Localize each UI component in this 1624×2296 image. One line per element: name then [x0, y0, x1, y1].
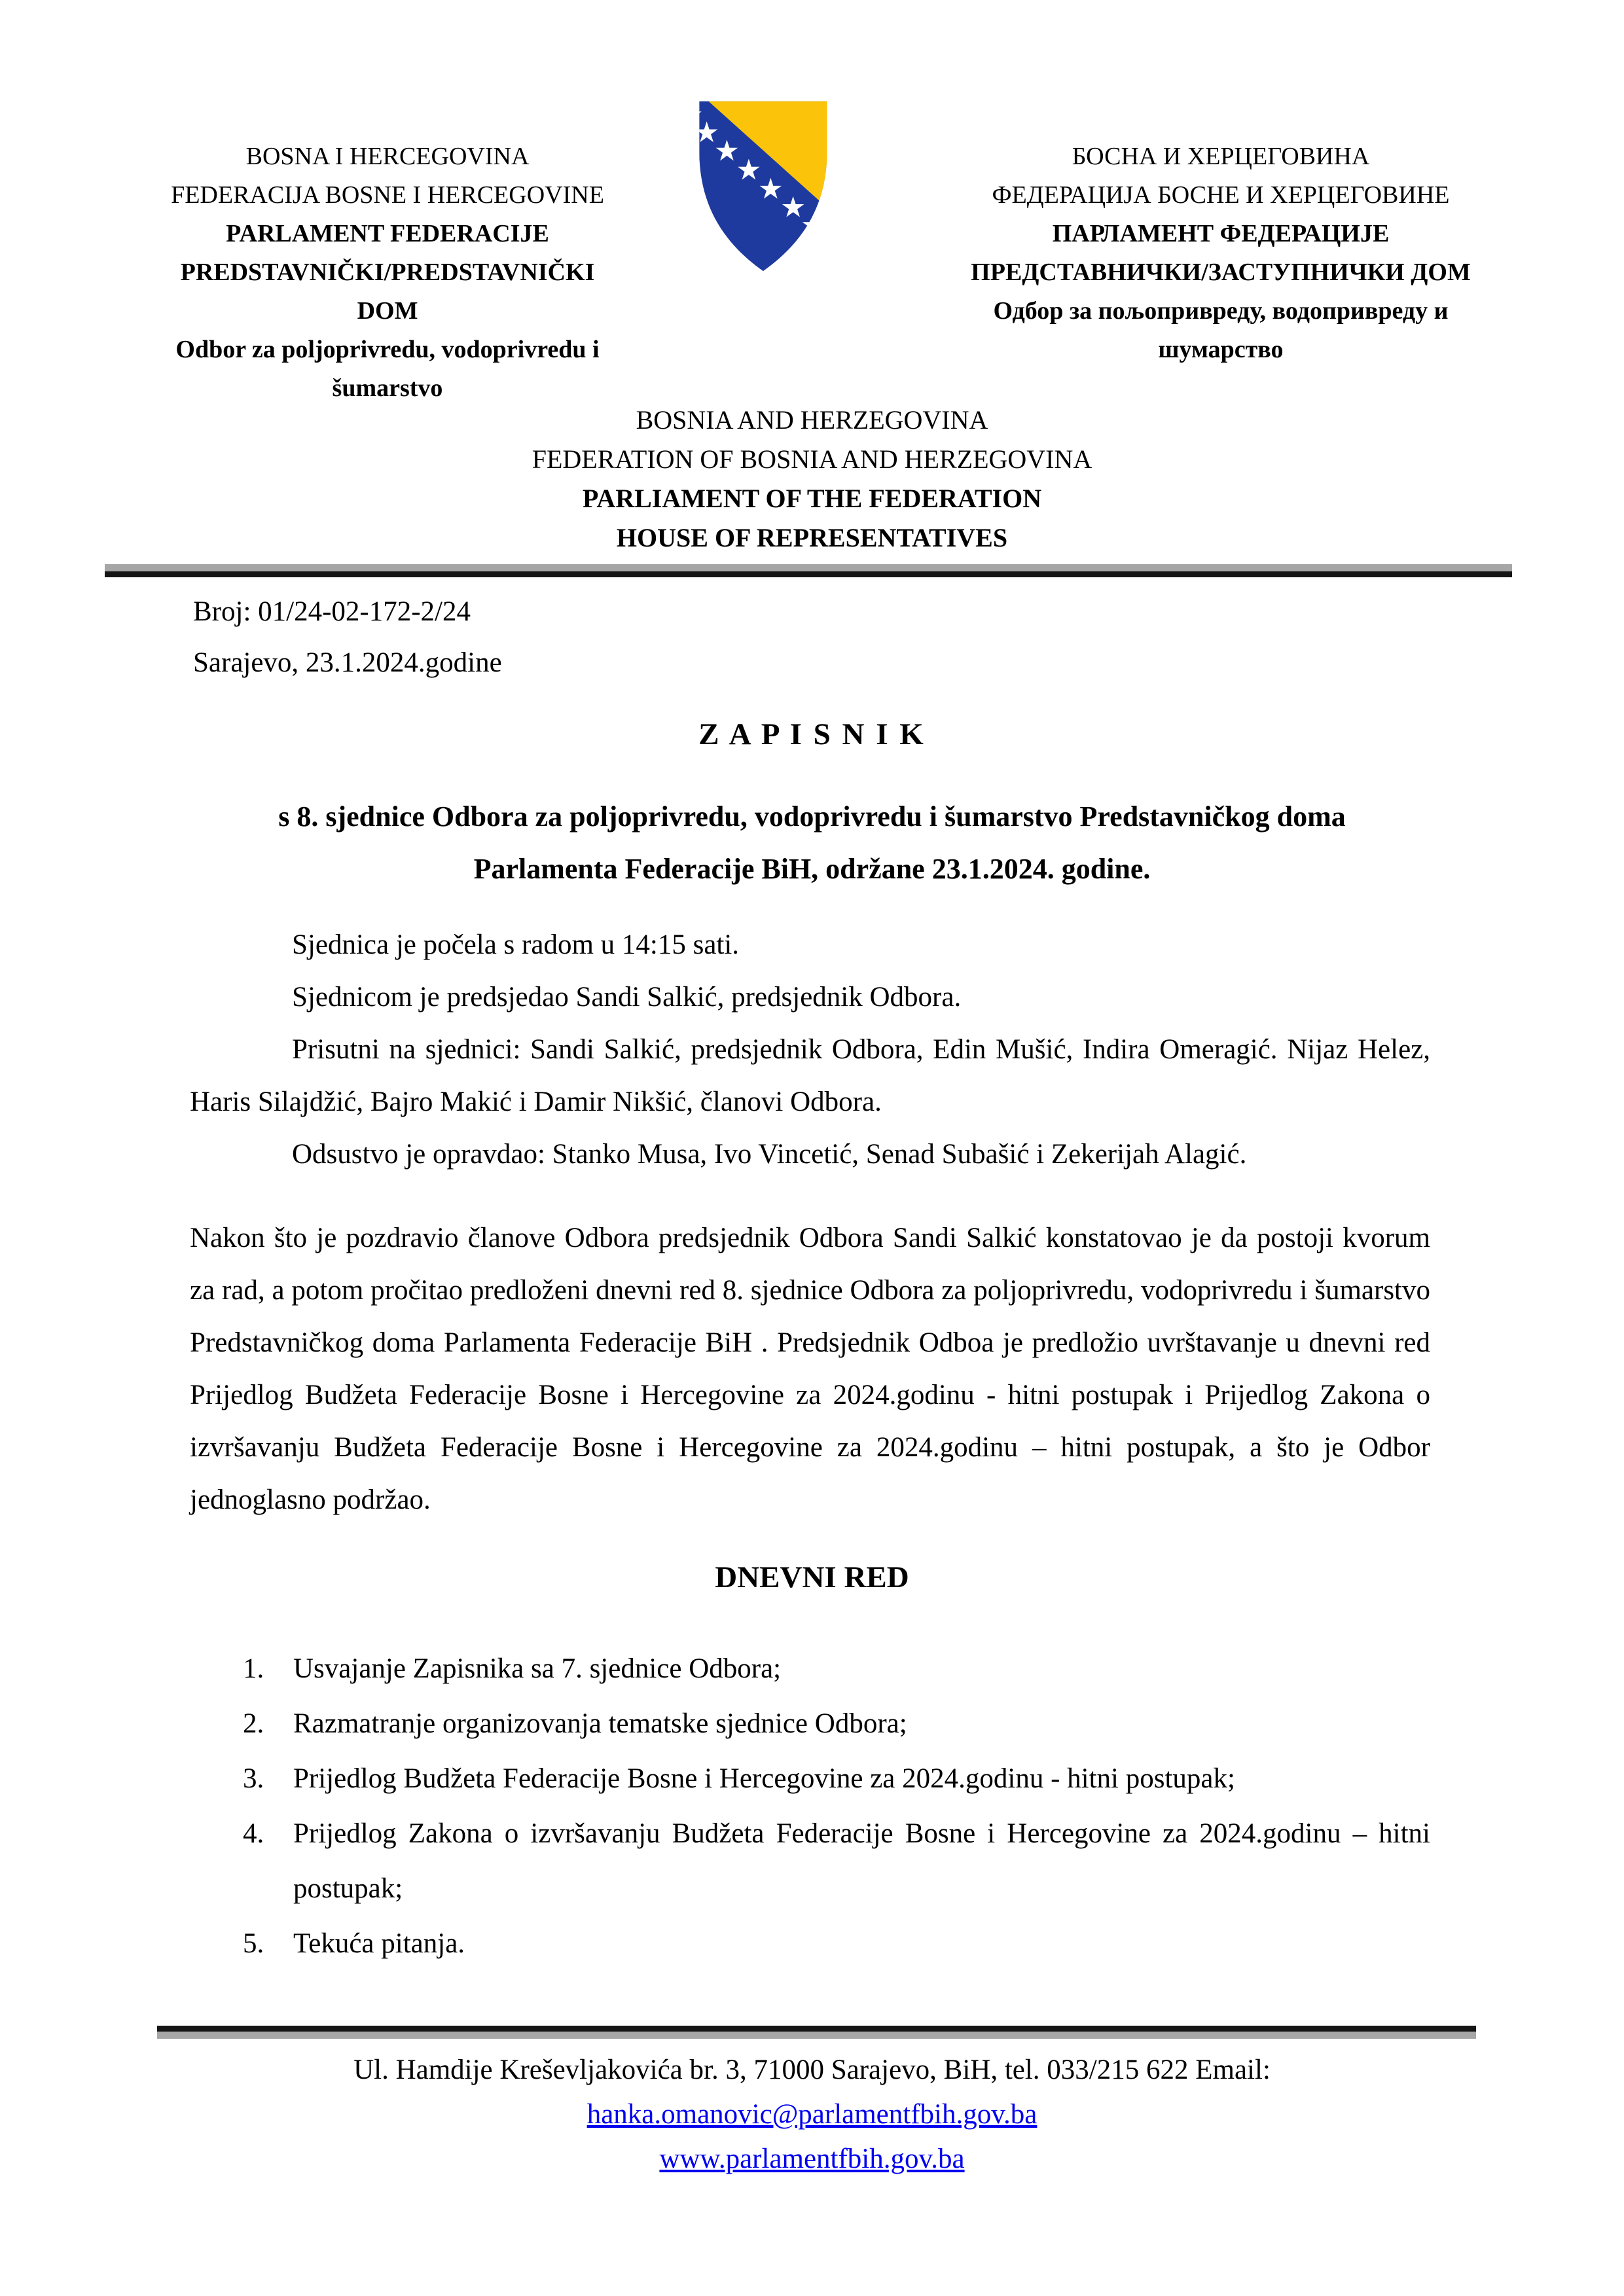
footer-website-link[interactable]: [0, 2137, 1624, 2181]
minutes-paragraph: Odsustvo je opravdao: Stanko Musa, Ivo Vincetić, Senad Subašić i Zekerijah Alagić.: [292, 1139, 1247, 1170]
minutes-paragraph: Sjednicom je predsjedao Sandi Salkić, predsjednik Odbora.: [292, 982, 962, 1013]
minutes-paragraph: Nakon što je pozdravio članove Odbora predsjednik Odbora Sandi Salkić konstatovao je da postoji kvorum za rad, a potom pročitao predloženi dnevni red 8. sjednice Odbora za poljoprivredu, vodoprivredu i šumarstvo Predstavničkog doma Parlamenta Federacije BiH . Predsjednik Odboa je predložio uvrštavanje u dnevni red Prijedlog Budžeta Federacije Bosne i Hercegovine za 2024.godinu - hitni postupak i Prijedlog Zakona o izvršavanju Budžeta Federacije Bosne i Hercegovine za 2024.godinu – hitni postupak, a što je Odbor jednoglasno podržao.: [190, 1223, 1430, 1515]
bih-coat-of-arms-logo: [676, 94, 849, 278]
agenda-item-number: 3.: [243, 1763, 264, 1794]
org-name-line-cyrillic: БОСНА И ХЕРЦЕГОВИНА: [1072, 143, 1370, 170]
org-name-line: PARLAMENT FEDERACIJE: [226, 220, 549, 247]
committee-name-line: Odbor za poljoprivredu, vodoprivredu i: [175, 336, 600, 363]
committee-name-line-cyrillic: шумарство: [1158, 336, 1284, 363]
document-number: Broj: 01/24-02-172-2/24: [193, 596, 471, 627]
agenda-item-number: 2.: [243, 1708, 264, 1739]
org-name-line-cyrillic: ПАРЛАМЕНТ ФЕДЕРАЦИЈЕ: [1052, 220, 1390, 247]
document-meta: [193, 586, 1430, 689]
header-rule: [105, 564, 1512, 577]
agenda-item: [243, 1916, 1430, 1971]
letterhead-english: [0, 401, 1624, 558]
committee-name-line-cyrillic: Одбор за пољопривреду, водопривреду и: [993, 297, 1449, 325]
org-name-line: DOM: [357, 297, 418, 325]
org-name-line-en: PARLIAMENT OF THE FEDERATION: [582, 484, 1042, 513]
org-name-line-en: HOUSE OF REPRESENTATIVES: [616, 523, 1008, 552]
footer-website-anchor[interactable]: www.parlamentfbih.gov.ba: [659, 2144, 965, 2174]
footer-email-link[interactable]: [0, 2092, 1624, 2137]
agenda-list: [243, 1641, 1430, 1971]
agenda-item-number: 1.: [243, 1653, 264, 1684]
letterhead-right: [929, 137, 1512, 369]
minutes-intro-block: [190, 919, 1430, 1181]
agenda-item-number: 4.: [243, 1818, 264, 1849]
agenda-item-text: Usvajanje Zapisnika sa 7. sjednice Odbora;: [293, 1653, 782, 1684]
agenda-item-text: Tekuća pitanja.: [293, 1928, 465, 1959]
org-name-line-en: BOSNIA AND HERZEGOVINA: [636, 405, 988, 435]
minutes-paragraph: Sjednica je počela s radom u 14:15 sati.: [292, 929, 740, 960]
place-and-date: Sarajevo, 23.1.2024.godine: [193, 647, 502, 678]
document-subtitle: [0, 791, 1624, 895]
org-name-line: BOSNA I HERCEGOVINA: [245, 143, 530, 170]
org-name-line-cyrillic: ФЕДЕРАЦИЈА БОСНЕ И ХЕРЦЕГОВИНЕ: [992, 181, 1450, 209]
org-name-line-en: FEDERATION OF BOSNIA AND HERZEGOVINA: [532, 444, 1092, 474]
minutes-main-block: [190, 1212, 1430, 1526]
agenda-item-number: 5.: [243, 1928, 264, 1959]
agenda-item-text: Prijedlog Budžeta Federacije Bosne i Hercegovine za 2024.godinu - hitni postupak;: [293, 1763, 1235, 1794]
org-name-line: PREDSTAVNIČKI/PREDSTAVNIČKI: [180, 259, 595, 286]
document-subtitle-line: s 8. sjednice Odbora za poljoprivredu, vodoprivredu i šumarstvo Predstavničkog doma: [278, 800, 1346, 833]
agenda-heading: DNEVNI RED: [715, 1560, 909, 1594]
footer-email-anchor[interactable]: hanka.omanovic@parlamentfbih.gov.ba: [586, 2099, 1038, 2130]
committee-name-line: šumarstvo: [332, 374, 443, 402]
letterhead-left: [151, 137, 624, 408]
footer-rule: [157, 2026, 1476, 2039]
org-name-line-cyrillic: ПРЕДСТАВНИЧКИ/ЗАСТУПНИЧКИ ДОМ: [971, 259, 1471, 286]
org-name-line: FEDERACIJA BOSNE I HERCEGOVINE: [171, 181, 604, 209]
document-title: Z A P I S N I K: [698, 717, 926, 751]
agenda-item: [243, 1806, 1430, 1916]
agenda-item: [243, 1696, 1430, 1751]
agenda-item: [243, 1641, 1430, 1696]
agenda-item-text: Razmatranje organizovanja tematske sjednice Odbora;: [293, 1708, 907, 1739]
page-footer: [0, 2026, 1624, 2181]
agenda-item: [243, 1751, 1430, 1806]
agenda-item-text: Prijedlog Zakona o izvršavanju Budžeta Federacije Bosne i Hercegovine za 2024.godinu – hitni postupak;: [293, 1818, 1430, 1904]
letterhead: [0, 92, 1624, 401]
document-subtitle-line: Parlamenta Federacije BiH, održane 23.1.2024. godine.: [473, 853, 1151, 885]
footer-address: Ul. Hamdije Kreševljakovića br. 3, 71000 Sarajevo, BiH, tel. 033/215 622 Email:: [353, 2054, 1271, 2085]
minutes-paragraph: Prisutni na sjednici: Sandi Salkić, predsjednik Odbora, Edin Mušić, Indira Omeragić. Nijaz Helez, Haris Silajdžić, Bajro Makić i Damir Nikšić, članovi Odbora.: [190, 1034, 1430, 1117]
